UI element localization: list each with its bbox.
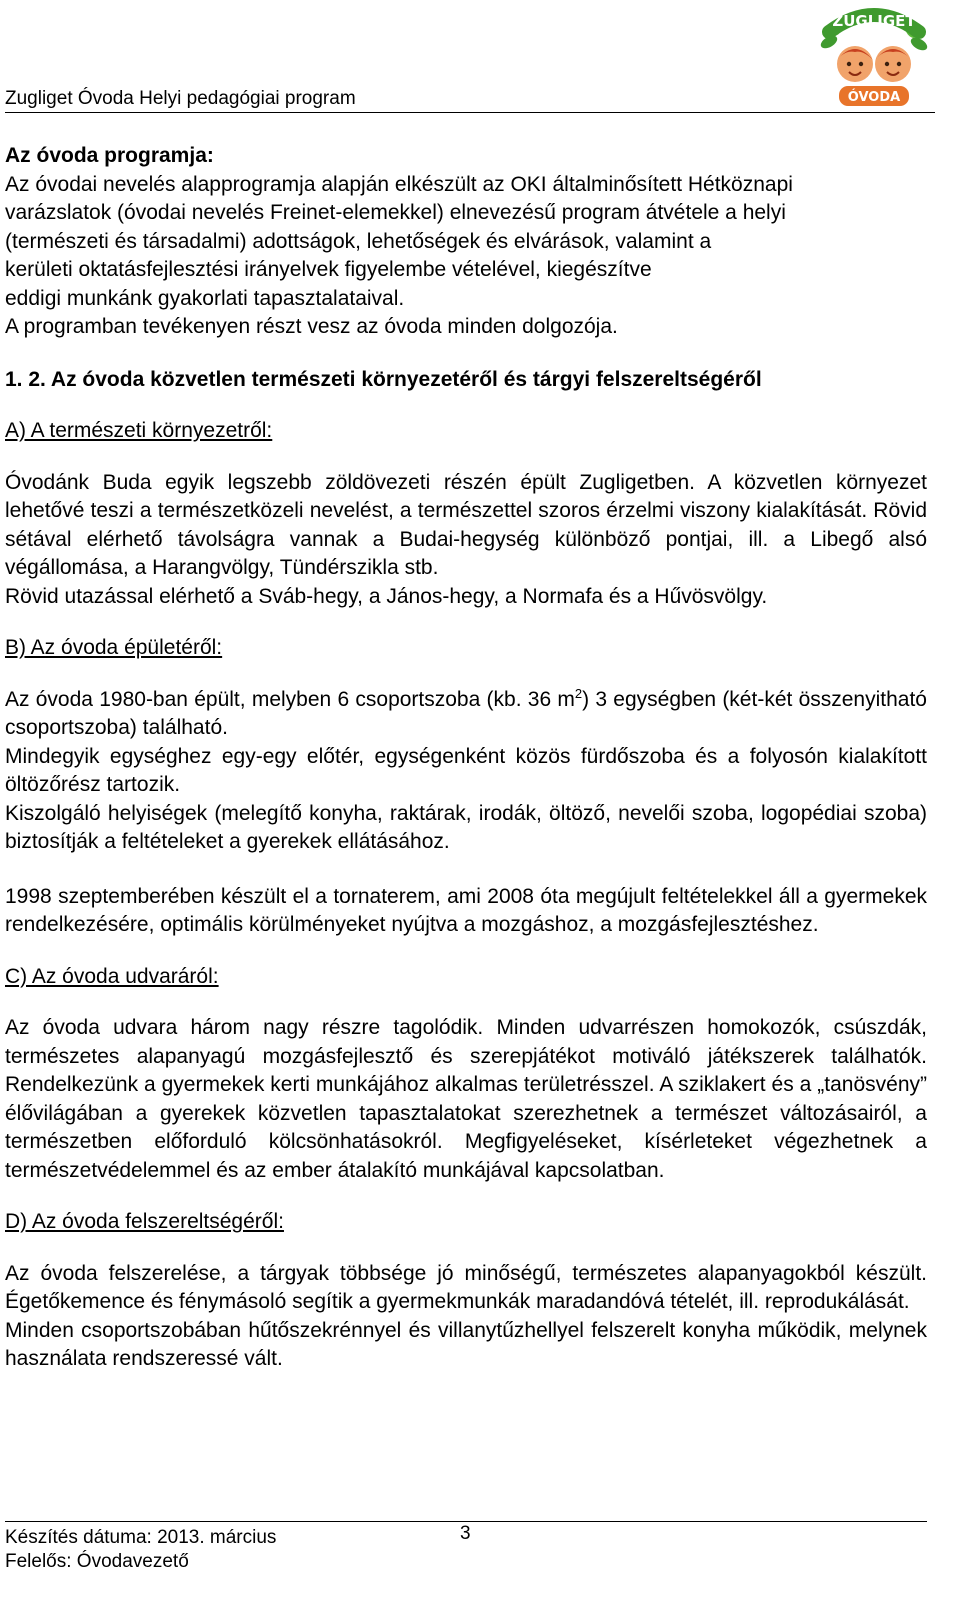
document-body	[5, 142, 927, 1374]
heading-c-yard: C) Az óvoda udvaráról:	[5, 964, 219, 988]
intro-line: (természeti és társadalmi) adottságok, lehetőségek és elvárások, valamint a	[5, 229, 712, 253]
intro-line: Az óvodai nevelés alapprogramja alapján elkészült az OKI általminősített Hétköznapi	[5, 172, 793, 196]
paragraph-a-2: Rövid utazással elérhető a Sváb-hegy, a János-hegy, a Normafa és a Hűvösvölgy.	[5, 584, 768, 608]
heading-b-building: B) Az óvoda épületéről:	[5, 636, 223, 659]
intro-line: kerületi oktatásfejlesztési irányelvek figyelembe vételével, kiegészítve	[5, 258, 652, 281]
page-footer	[5, 1521, 927, 1572]
paragraph-c: Az óvoda udvara három nagy részre tagolódik. Minden udvarrészen homokozók, csúszdák, természetes alapanyagú mozgásfejlesztő és szerepjátékot motiváló játékszerek találhatók. Rendelkezünk a gyermekek kerti munkájához alkalmas területrésszel. A sziklakert és a „tanösvény” élővilágában a gyerekek közvetlen tapasztalatokat szerezhetnek a természet változásairól, a természetben előforduló kölcsönhatásokról. Megfigyeléseket, kísérleteket végezhetnek a természetvédelemmel és az ember átalakító munkájával kapcsolatban.	[5, 1016, 927, 1182]
kindergarten-logo	[815, 2, 933, 108]
heading-a-natural-environment: A) A természeti környezetről:	[5, 419, 273, 442]
intro-line: eddigi munkánk gyakorlati tapasztalataival.	[5, 286, 405, 310]
page-number: 3	[460, 1523, 471, 1544]
intro-line: varázslatok (óvodai nevelés Freinet-elemekkel) elnevezésű program átvétele a helyi	[5, 201, 786, 224]
intro-line: A programban tevékenyen részt vesz az óvoda minden dolgozója.	[5, 315, 618, 338]
paragraph-b-3: Kiszolgáló helyiségek (melegítő konyha, raktárak, irodák, öltöző, nevelői szoba, logopédiai szoba) biztosítják a feltételeket a gyerekek ellátásához.	[5, 801, 927, 853]
section-title: 1. 2. Az óvoda közvetlen természeti környezetéről és tárgyi felszereltségéről	[5, 367, 762, 391]
superscript: 2	[574, 685, 583, 701]
paragraph-a: Óvodánk Buda egyik legszebb zöldövezeti részén épült Zugligetben. A közvetlen környezet lehetővé teszi a természetközeli nevelést, a természettel szoros érzelmi viszony kialakítását. Rövid sétával elérhető távolságra vannak a Budai-hegység különböző pontjai, ill. a Libegő alsó végállomása, a Harangvölgy, Tündérszikla stb.	[5, 470, 927, 579]
footer-meta	[5, 1526, 276, 1574]
footer-date: Készítés dátuma: 2013. március	[5, 1527, 277, 1548]
paragraph-b-2: Mindegyik egységhez egy-egy előtér, egységenként közös fürdőszoba és a folyosón kialakított öltözőrész tartozik.	[5, 744, 927, 796]
paragraph-d-2: Minden csoportszobában hűtőszekrénnyel és villanytűzhellyel felszerelt konyha működik, melynek használata rendszeressé vált.	[5, 1318, 927, 1370]
svg-text:ÓVODA: ÓVODA	[847, 90, 901, 105]
paragraph-b-4: 1998 szeptemberében készült el a tornaterem, ami 2008 óta megújult feltételekkel áll a gyermekek rendelkezésére, optimális körülményeket nyújtva a mozgáshoz, a mozgásfejlesztéshez.	[5, 884, 927, 936]
heading-d-equipment: D) Az óvoda felszereltségéről:	[5, 1210, 284, 1233]
intro-heading: Az óvoda programja:	[5, 144, 214, 167]
paragraph-b-1: Az óvoda 1980-ban épült, melyben 6 csoportszoba (kb. 36 $m^2$) 3 egységben (két-két összenyitható csoportszoba) található.	[5, 685, 927, 739]
paragraph-d-1: Az óvoda felszerelése, a tárgyak többsége jó minőségű, természetes alapanyagokból készült. Égetőkemence és fénymásoló segítik a gyermekmunkák maradandóvá tételét, ill. reprodukálását.	[5, 1261, 927, 1313]
footer-responsible: Felelős: Óvodavezető	[5, 1551, 189, 1572]
logo-lettering: ZUGLIGET	[832, 12, 916, 30]
page-header	[5, 0, 935, 113]
header-title: Zugliget Óvoda Helyi pedagógiai program	[5, 88, 356, 109]
